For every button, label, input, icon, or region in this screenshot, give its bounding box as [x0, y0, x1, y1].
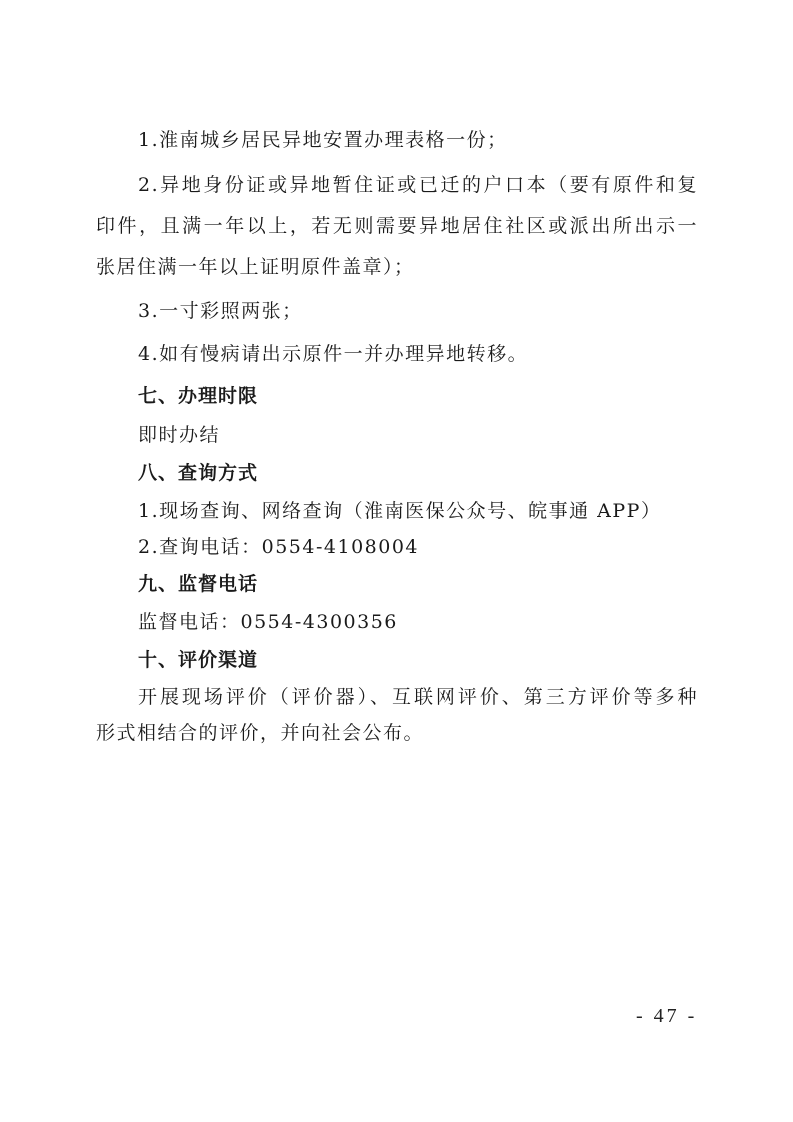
- section-7-heading: 七、办理时限: [138, 385, 259, 407]
- section-10-body-line-2: 形式相结合的评价，并向社会公布。: [96, 722, 425, 744]
- section-8-item-2: 2.查询电话：0554-4108004: [138, 536, 420, 558]
- section-10-body-line-1: 开展现场评价（评价器）、互联网评价、第三方评价等多种: [138, 686, 698, 708]
- requirement-item-4: 4.如有慢病请出示原件一并办理异地转移。: [138, 343, 529, 365]
- section-9-body: 监督电话：0554-4300356: [138, 611, 398, 633]
- section-8-heading: 八、查询方式: [138, 462, 259, 484]
- section-10-heading: 十、评价渠道: [138, 649, 259, 671]
- requirement-item-1: 1.淮南城乡居民异地安置办理表格一份；: [138, 129, 508, 151]
- requirement-item-2-line-1: 2.异地身份证或异地暂住证或已迁的户口本（要有原件和复: [138, 174, 698, 196]
- section-8-item-1: 1.现场查询、网络查询（淮南医保公众号、皖事通 APP）: [138, 500, 662, 522]
- section-9-heading: 九、监督电话: [138, 573, 259, 595]
- page-number: - 47 -: [636, 1005, 698, 1027]
- section-7-body: 即时办结: [138, 424, 221, 446]
- requirement-item-3: 3.一寸彩照两张；: [138, 300, 303, 322]
- requirement-item-2-line-2: 印件，且满一年以上，若无则需要异地居住社区或派出所出示一: [96, 215, 698, 237]
- requirement-item-2-line-3: 张居住满一年以上证明原件盖章）；: [96, 256, 415, 278]
